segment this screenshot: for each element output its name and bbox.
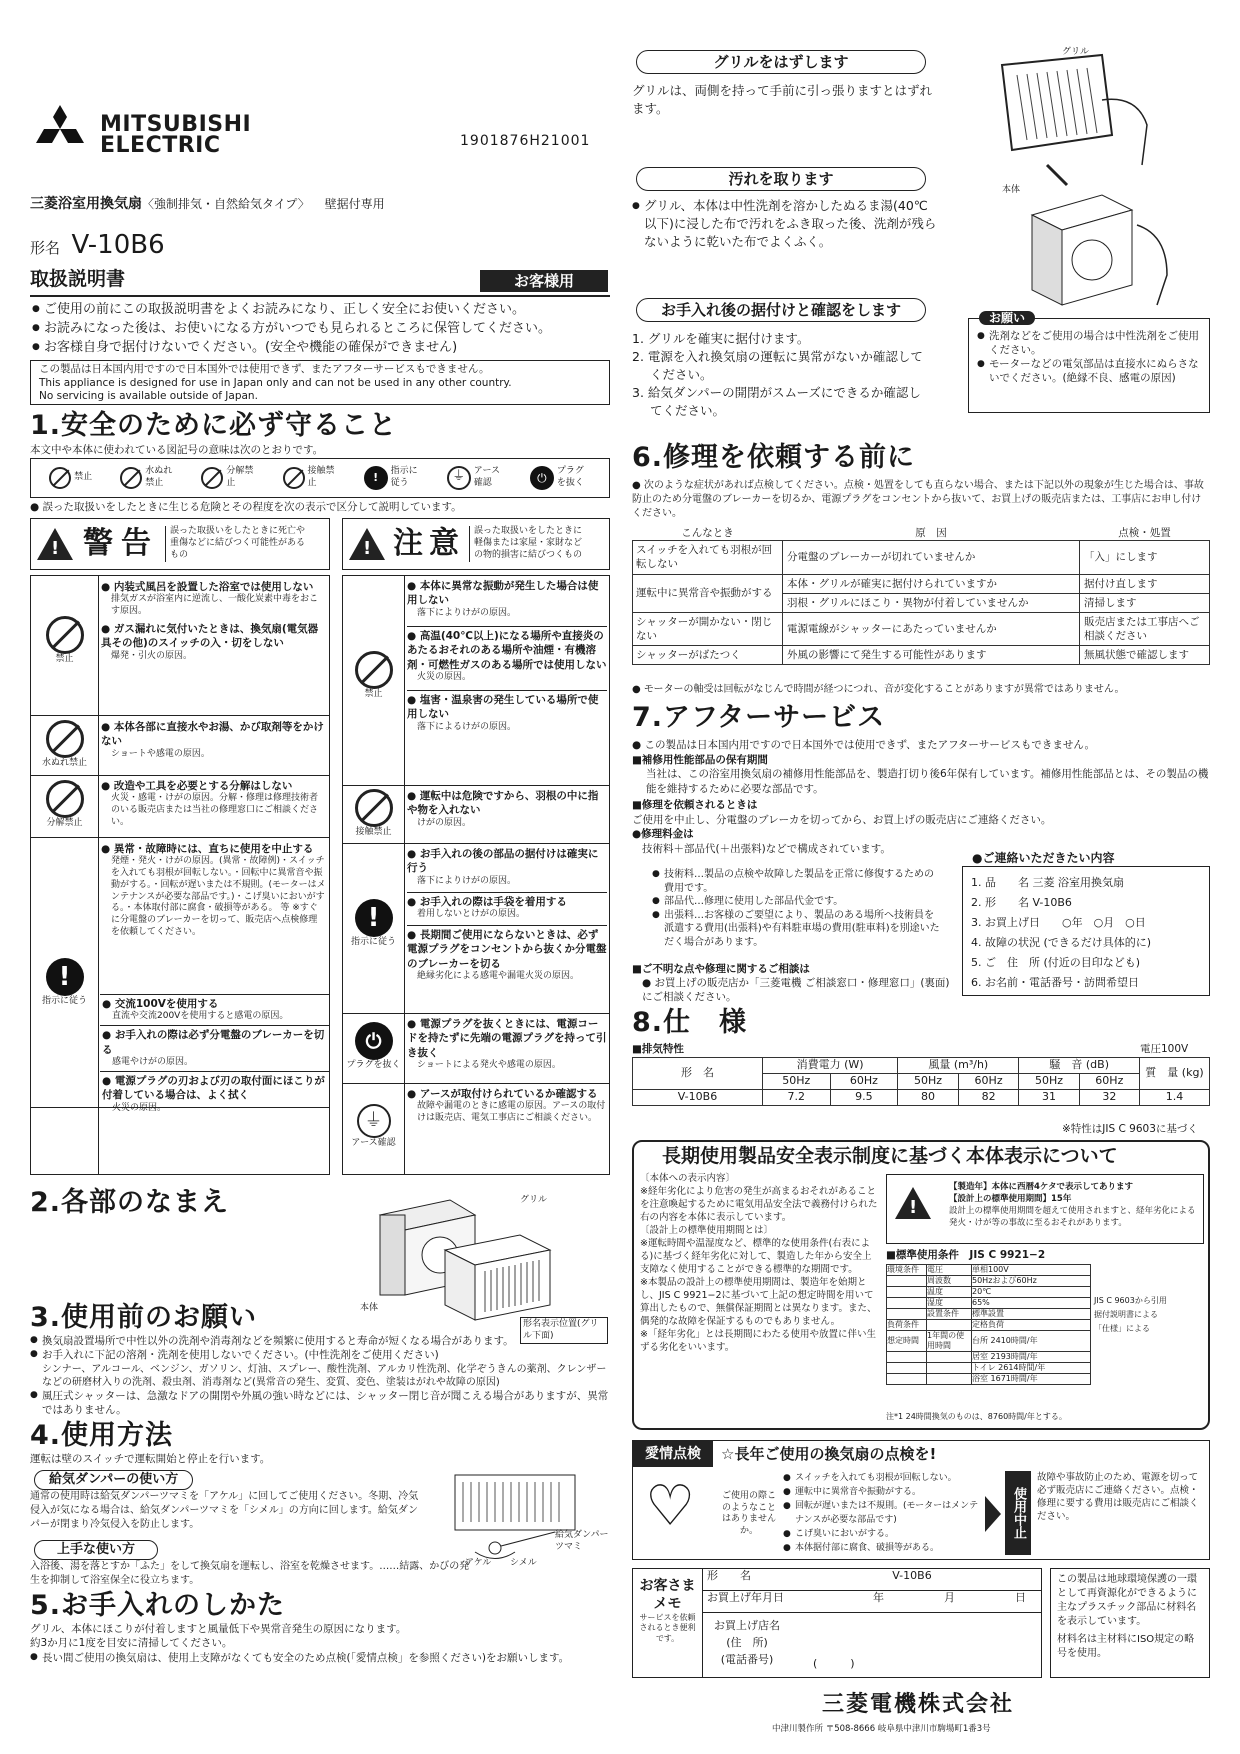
inspection-advice: 故障や事故防止のため、電源を切って必ず販売店にご連絡ください。点検・修理に要する費用は販売店にご相談ください。: [1037, 1472, 1199, 1522]
no-touch-icon: [283, 467, 305, 489]
doc-code: 1901876H21001: [460, 133, 591, 149]
caution-row-prohibit: 禁止 ● 本体に異常な振動が発生した場合は使用しない 落下によりけがの原因。 ● 高温(40℃以上)になる場所や直接炎のあたるおそれのある場所や油煙・有機溶剤・可燃性ガスのある場所では使用しない 火災の原因。 ● 塩害・温泉害の発生している場所で使用しない 落下によるけがの原因。: [343, 576, 609, 786]
grill-hands-icon: [972, 45, 1210, 315]
exclamation-icon: !: [46, 958, 84, 996]
brand-name-line1: MITSUBISHI: [100, 112, 252, 137]
clean-text: ● グリル、本体は中性洗剤を溶かしたぬるま湯(40℃以下)に浸した布で汚れをふき取った後、洗剤が残らないように乾いた布でよくふく。: [632, 197, 937, 251]
warning-row-no-water: 水ぬれ禁止 ● 本体各部に直接水やお湯、かび取剤等をかけない ショートや感電の原因。: [31, 716, 329, 776]
stop-use-badge: 使用中止: [1005, 1471, 1031, 1555]
eco-note: この製品は地球環境保護の一環として再資源化ができるように主なプラスチック部品に材料名を表示しています。 材料名は主材料にISO規定の略号を使用。: [1050, 1568, 1210, 1678]
brand-logo: [30, 105, 90, 157]
section-7-title: 7.アフターサービス: [632, 702, 886, 733]
contact-item: 3. お買上げ日 ○年 ○月 ○日: [971, 916, 1146, 929]
damper-diagram: [435, 1470, 610, 1570]
exclamation-icon: !: [355, 899, 393, 937]
col-header: 形 名: [633, 1058, 763, 1090]
arrow-right-icon: [985, 1496, 1001, 1532]
table-row: 羽根・グリルにほこり・異物が付着していませんか 清掃します: [633, 593, 1210, 612]
warning-row-prohibit: 禁止 ● 内装式風呂を設置した浴室では使用しない 排気ガスが浴室内に逆流し、一酸化炭素中毒をおこす原因。 ● ガス漏れに気付いたときは、換気扇(電気器具その他)のスイッチの入・切をしない 爆発・引火の原因。: [31, 576, 329, 716]
warning-row-follow-2: ● 交流100Vを使用する 直流や交流200Vを使用すると感電の原因。 ● お手入れの際は必ず分電盤のブレーカーを切る 感電やけがの原因。 ● 電源プラグの刃および刃の取付面にほこりが付着している場合は、よく拭く 火災の原因。: [100, 994, 329, 1174]
grill-removal-illustration: [972, 45, 1210, 315]
pre-use-list: [30, 1334, 610, 1363]
caution-row-no-touch: 接触禁止 ● 運転中は危険ですから、羽根の中に指や物を入れない けがの原因。: [343, 786, 609, 844]
table-row: 運転中に異常音や振動がする 本体・グリルが確実に据付けられていますか 据付け直します: [633, 574, 1210, 593]
fee-item: ● 技術料…製品の点検や故障した製品を正常に修復するための費用です。: [652, 868, 942, 895]
inspection-item: ● スイッチを入れても羽根が回転しない。: [783, 1471, 983, 1485]
overseas-en2: No servicing is available outside of Japan.: [39, 390, 258, 402]
section-8-title: 8.仕 様: [632, 1007, 748, 1038]
step-item: 2. 電源を入れ換気扇の運転に異常がないか確認してください。: [632, 349, 923, 382]
body-label: 本体: [1002, 185, 1021, 195]
symbol-prohibit: 禁止: [49, 467, 92, 489]
product-type: 〈強制排気・自然給気タイプ〉: [142, 197, 310, 211]
inspection-list: [783, 1471, 983, 1555]
warning-triangle-icon: !: [37, 528, 73, 560]
memo-sub: サービスを依頼されるとき便利です。: [639, 1613, 696, 1643]
warning-row-no-disassembly: 分解禁止 ● 改造や工具を必要とする分解はしない 火災・感電・けがの原因。分解・修理は修理技術者のいる販売店または当社の修理窓口にご相談ください。: [31, 776, 329, 838]
memo-model-value: V-10B6: [892, 1569, 932, 1582]
three-diamonds-icon: [30, 105, 90, 157]
table-row: シャッターがばたつく 外風の影響にて発生する可能性があります 無風状態で確認します: [633, 646, 1210, 665]
request-item: ● 洗剤などをご使用の場合は中性洗剤をご使用ください。: [977, 329, 1203, 357]
contact-box: [962, 866, 1210, 996]
parts-heading: ■補修用性能部品の保有期間: [632, 753, 768, 766]
col-header: 質 量 (kg): [1140, 1058, 1210, 1090]
warning-header: [30, 518, 330, 570]
repair-text: ご使用を中止し、分電盤のブレーカを切ってから、お買上げの販売店にご連絡ください。: [632, 813, 1052, 826]
std-table: 環境条件 電圧 単相100V 周波数 50Hzおよび60Hz 温度 20℃ 湿度 65% 設置条件 標準設置 負荷条件 定格負荷 想定時間 1年間の使用時間 台所 2410時間/年 居室 2193時間/年 トイレ 2614時間/年 浴室 1671時間/年: [886, 1264, 1091, 1385]
care-text1: グリル、本体にほこりが付着しますと風量低下や異常音発生の原因になります。: [30, 1623, 407, 1635]
product-name: 三菱浴室用換気扇: [30, 196, 142, 212]
section-1-title: 1.安全のために必ず守ること: [30, 410, 398, 441]
body-label: 本体: [360, 1303, 379, 1313]
memo-phone-label: (電話番号): [720, 1653, 774, 1666]
inspection-item: ● こげ臭いにおいがする。: [783, 1527, 983, 1541]
step-item: 3. 給気ダンパーの開閉がスムーズにできるか確認してください。: [632, 385, 921, 418]
long-term-box: [632, 1140, 1210, 1430]
damper-text: 通常の使用時は給気ダンパーツマミを「アケル」に回してご使用ください。冬期、冷気侵入が気になる場合は、給気ダンパーツマミを「シメル」の方向に回します。給気ダンパーが閉まり冷気侵入を防止します。: [30, 1491, 419, 1530]
contact-item: 4. 故障の状況 (できるだけ具体的に): [971, 936, 1152, 949]
parts-text: 当社は、この浴室用換気扇の補修用性能部品を、製造打切り後6年保有しています。補修用性能部品とは、その製品の機能を維持するために必要な部品です。: [646, 768, 1209, 795]
section-2-title: 2.各部のなまえ: [30, 1187, 230, 1218]
section-6-title: 6.修理を依頼する前に: [632, 442, 916, 473]
earth-icon: ⏚: [447, 466, 471, 490]
spec-sub: ■排気特性: [632, 1043, 684, 1055]
customer-memo: お客さまメモ サービスを依頼されるとき便利です。 形 名 V-10B6 お買上げ年月日 年 月 日 お買上げ店名 (住 所) (電話番号) ( ): [632, 1568, 1042, 1678]
damper-illustration: [435, 1470, 610, 1570]
caution-row-follow: ! 指示に従う ● お手入れの後の部品の据付けは確実に行う 落下によりけがの原因。 ● お手入れの際は手袋を着用する 着用しないとけがの原因。 ● 長期間ご使用にならないときは、必ず電源プラグをコンセントから抜くか分電盤のブレーカーを切る 絶縁劣化による感電や漏電火災の原因。: [343, 844, 609, 1014]
open-label: アケル: [465, 1558, 492, 1568]
section-5-title: 5.お手入れのしかた: [30, 1590, 286, 1621]
request-badge: お願い: [979, 311, 1035, 325]
pre-use-item: ● 換気扇設置場所で中性以外の洗剤や消毒剤などを頻繁に使用すると寿命が短くなる場合があります。: [30, 1334, 610, 1348]
col-header: こんなとき: [681, 527, 734, 539]
label-sample: [886, 1174, 1204, 1244]
symbol-lead: 本文中や本体に使われている図記号の意味は次のとおりです。: [30, 444, 324, 456]
caution-row-unplug: ⏻ プラグを抜く ● 電源プラグを抜くときには、電源コードを持たずに先端の電源プラグを持って引き抜く ショートによる発火や感電の原因。: [343, 1014, 609, 1084]
plug-icon: ⏻: [530, 466, 554, 490]
repair-heading: ■修理を依頼されるときは: [632, 799, 758, 811]
std-source: 据付説明書による: [1094, 1310, 1158, 1319]
warning-row-follow: ! 指示に従う ● 異常・故障時には、直ちに使用を中止する 発煙・発火・けがの原因。(異常・故障例)・スイッチを入れても羽根が回転しない。・回転中に異常音や振動がする。・回転が遅いまたは不規則。(モーターはメンテナンスが必要な部品です。)・こげ臭いにおいがする。・本体取付部に腐食・破損等がある。 等 ※すぐに分電盤のブレーカーを切って、販売店へ点検修理を依頼してください。: [31, 838, 329, 1108]
solvent-list: シンナー、アルコール、ベンジン、ガソリン、灯油、スプレー、酸性洗剤、アルカリ性洗剤、化学ぞうきんの薬剤、クレンザーなどの研磨材入りの洗剤、殺虫剤、消毒剤など(異常音の発生、変質、変色、塗装はがれや故障の原因): [42, 1363, 607, 1388]
memo-date-label: お買上げ年月日: [707, 1591, 784, 1604]
usage-tips-heading: 上手な使い方: [34, 1540, 158, 1560]
memo-shop-label: お買上げ店名: [714, 1619, 780, 1632]
std-source: JIS C 9603から引用: [1094, 1296, 1167, 1305]
brand-name-line2: ELECTRIC: [100, 133, 221, 158]
overseas-ja: この製品は日本国内用ですので日本国外では使用できず、またアフターサービスもできません。: [39, 363, 490, 375]
std-source: 「仕様」による: [1094, 1324, 1150, 1333]
memo-address-label: (住 所): [726, 1636, 768, 1649]
request-box: [968, 311, 1210, 413]
request-item: ● モーターなどの電気部品は直接水にぬらさないでください。(絶縁不良、感電の原因): [977, 357, 1203, 385]
prohibit-icon: [49, 467, 71, 489]
inspection-title: ☆長年ご使用の換気扇の点検を!: [721, 1445, 937, 1463]
overseas-notice: [30, 360, 610, 405]
label-line3: 設計上の標準使用期間を超えて使用されますと、経年劣化による発火・けが等の事故に至るおそれがあります。: [949, 1206, 1196, 1228]
spec-voltage: 電圧100V: [1140, 1043, 1189, 1055]
inspection-item: ● 運転中に異常音や振動がする。: [783, 1485, 983, 1499]
label-line1: 【製造年】本体に西暦4ケタで表示してあります: [949, 1182, 1133, 1192]
long-a1: 〔本体への表示内容〕: [640, 1173, 736, 1184]
long-a5: ※本製品の設計上の標準使用期間は、製造年を始期とし、JIS C 9921−2に基づいて上記の想定時間を用いて算出したもので、無償保証期間とは異なります。また、偶発的な故障を保証するものでもありません。: [640, 1277, 877, 1327]
model-prefix: 形名: [30, 239, 61, 257]
grill-label: グリル: [1062, 47, 1090, 57]
pre-use-item: ● お手入れに下記の溶剤・洗剤を使用しないでください。(中性洗剤をご使用ください): [30, 1348, 610, 1362]
long-a4: ※運転時間や温湿度など、標準的な使用条件(右表による)に基づく経年劣化に対して、製造した年から安全上支障なく使用することができる標準的な期間です。: [640, 1238, 872, 1275]
grill-label: グリル: [520, 1195, 548, 1205]
caution-label: 注意: [393, 525, 465, 561]
parts-diagram: [350, 1195, 610, 1340]
symbol-legend: [30, 458, 610, 498]
reinstall-heading: お手入れ後の据付けと確認をします: [636, 298, 926, 322]
symbol-earth: ⏚ アース確認: [447, 466, 502, 490]
prohibit-icon: [355, 651, 393, 689]
memo-tel-field: ( ): [813, 1657, 855, 1670]
col-header: 点検・処置: [1118, 527, 1171, 539]
fee-list: [652, 868, 942, 949]
caution-desc: 誤った取扱いをしたときに軽傷または家屋・家財などの物的損害に結びつくもの: [469, 526, 589, 561]
care-bullet: ● 長い間ご使用の換気扇は、使用上支障がなくても安全のため点検(「愛情点検」を参照ください)をお願いします。: [30, 1651, 610, 1665]
caution-row-earth: ⏚ アース確認 ● アースが取付けられているか確認する 故障や漏電のときに感電の原因。アースの取付けは販売店、電気工事店にご相談ください。: [343, 1084, 609, 1174]
label-line2: 【設計上の標準使用期間】15年: [949, 1194, 1072, 1204]
after-service-b1: ● この製品は日本国内用ですので日本国外では使用できず、またアフターサービスもできません。: [632, 739, 1096, 751]
earth-icon: ⏚: [357, 1104, 391, 1138]
damper-heading: 給気ダンパーの使い方: [34, 1470, 193, 1490]
inquiry-text: ● お買上げの販売店か「三菱電機 ご相談窓口・修理窓口」(裏面)にご相談ください。: [642, 977, 950, 1003]
contact-item: 6. お名前・電話番号・訪問希望日: [971, 976, 1139, 989]
fee-heading: ●修理料金は: [632, 828, 694, 840]
std-heading: ■標準使用条件 JIS C 9921−2: [886, 1249, 1046, 1261]
no-disassembly-icon: [201, 467, 223, 489]
danger-note: ● 誤った取扱いをしたときに生じる危険とその程度を次の表示で区分して説明しています。: [30, 501, 462, 513]
col-header: 風量 (m³/h): [898, 1058, 1019, 1074]
grill-remove-text: グリルは、両側を持って手前に引っ張りますとはずれます。: [632, 83, 933, 116]
col-header: 騒 音 (dB): [1019, 1058, 1140, 1074]
company-name: 三菱電機株式会社: [822, 1692, 1015, 1717]
table-row: V-10B6 7.2 9.5 80 82 31 32 1.4: [633, 1089, 1210, 1105]
inquiry-heading: ■ご不明な点や修理に関するご相談は: [632, 963, 810, 975]
inspection-item: ● 本体据付部に腐食、破損等がある。: [783, 1541, 983, 1555]
inspection-question: ご使用の際このようなことはありませんか。: [721, 1491, 776, 1537]
company-address: 中津川製作所 〒508-8666 岐阜県中津川市駒場町1番3号: [772, 1724, 991, 1734]
intro-list: [32, 300, 607, 357]
fee-item: ● 部品代…修理に使用した部品代金です。: [652, 895, 942, 909]
symbol-unplug: ⏻ プラグを抜く: [530, 466, 591, 490]
model-plate-label: 形名表示位置(グリル下面): [520, 1317, 608, 1344]
exclamation-icon: !: [364, 466, 388, 490]
grill-remove-heading: グリルをはずします: [636, 50, 926, 74]
contact-item: 5. ご 住 所 (付近の目印なども): [971, 956, 1141, 969]
no-touch-icon: [355, 789, 393, 827]
table-row: スイッチを入れても羽根が回転しない 分電盤のブレーカーが切れていませんか 「入」にします: [633, 541, 1210, 574]
long-a3: 〔設計上の標準使用期間とは〕: [640, 1225, 774, 1236]
fee-text: 技術料＋部品代(＋出張料)などで構成されています。: [642, 842, 891, 855]
long-a2: ※経年劣化により危害の発生が高まるおそれがあることを注意喚起するために電気用品安全法で義務付けられた右の内容を本体に表示しています。: [640, 1186, 878, 1223]
long-term-title: 長期使用製品安全表示制度に基づく本体表示について: [662, 1145, 1118, 1167]
long-a6: ※「経年劣化」とは長期間にわたる使用や放置に伴い生ずる劣化をいいます。: [640, 1329, 876, 1353]
mount-type: 壁据付専用: [324, 197, 385, 211]
model-name: V-10B6: [71, 230, 165, 260]
pre-use-item: ● 風圧式シャッターは、急激なドアの開閉や外風の強い時などには、シャッター閉じ音が聞こえる場合がありますが、異常ではありません。: [30, 1389, 610, 1418]
symbol-no-water: 水ぬれ禁止: [120, 466, 173, 489]
symbol-no-disassembly: 分解禁止: [201, 466, 254, 489]
warning-triangle-icon: !: [895, 1187, 931, 1219]
repair-lead: ● 次のような症状があれば点検してください。点検・処置をしても直らない場合、または下記以外の現象が生じた場合は、事故防止のため分電盤のブレーカーを切るか、電源プラグをコンセントから抜いて、お買上げの販売店または、工事店にお申し付けください。: [632, 480, 1204, 519]
table-row: シャッターが開かない・閉じない 電源電線がシャッターにあたっていませんか 販売店または工事店へご相談ください: [633, 612, 1210, 645]
usage-lead: 運転は壁のスイッチで運転開始と停止を行います。: [30, 1453, 271, 1465]
section-4-title: 4.使用方法: [30, 1420, 174, 1451]
step-item: 1. グリルを確実に据付けます。: [632, 331, 810, 346]
contact-title: ●ご連絡いただきたい内容: [972, 851, 1115, 865]
usage-tips-text: 入浴後、湯を落とすか「ふた」をして換気扇を運転し、浴室を乾燥させます。……結露、かびの発生を抑制して浴室保全に役立ちます。: [30, 1561, 470, 1586]
close-label: シメル: [510, 1558, 537, 1568]
std-footnote: 注*1 24時間換気のものは、8760時間/年とする。: [886, 1412, 1067, 1421]
symbol-follow: ! 指示に従う: [364, 466, 419, 490]
motor-note: ● モーターの軸受は回転がなじんで時間が経つにつれ、音が変化することがありますが異常ではありません。: [632, 684, 1125, 695]
customer-badge: お客様用: [480, 270, 608, 292]
caution-header: [342, 518, 610, 570]
spec-note: ※特性はJIS C 9603に基づく: [1062, 1123, 1198, 1135]
intro-item: ● ご使用の前にこの取扱説明書をよくお読みになり、正しく安全にお使いください。: [32, 300, 607, 319]
damper-knob-label: 給気ダンパーツマミ: [555, 1530, 609, 1552]
intro-item: ● お客様自身で据付けないでください。(安全や機能の確保ができません): [32, 338, 607, 357]
symbol-no-touch: 接触禁止: [283, 466, 336, 489]
caution-triangle-icon: !: [349, 528, 385, 560]
inspection-item: ● 回転が遅いまたは不規則。(モーターはメンテナンスが必要な部品です): [783, 1499, 983, 1527]
contact-item: 1. 品 名 三菱 浴室用換気扇: [971, 876, 1124, 889]
contact-item: 2. 形 名 V-10B6: [971, 896, 1072, 909]
intro-item: ● お読みになった後は、お使いになる方がいつでも見られるところに保管してください。: [32, 319, 607, 338]
memo-model-label: 形 名: [707, 1569, 751, 1582]
no-water-icon: [120, 467, 142, 489]
manual-title: 取扱説明書: [30, 268, 126, 290]
no-water-icon: [46, 720, 84, 758]
caution-table: [342, 575, 610, 1175]
warning-table: [30, 575, 330, 1175]
no-disassembly-icon: [46, 780, 84, 818]
inspection-box: [632, 1440, 1210, 1560]
warning-label: 警告: [83, 525, 159, 561]
warning-desc: 誤った取扱いをしたときに死亡や重傷などに結びつく可能性があるもの: [165, 526, 305, 561]
spec-table: 形 名 消費電力 (W) 風量 (m³/h) 騒 音 (dB) 質 量 (kg) 50Hz 60Hz 50Hz 60Hz 50Hz 60Hz V-10B6 7.2 9.5 80 82 31 32 1.4: [632, 1057, 1210, 1106]
inspection-badge: 愛情点検: [633, 1441, 713, 1467]
overseas-en: This appliance is designed for use in Japan only and can not be used in any other country.: [39, 376, 512, 389]
prohibit-icon: [46, 616, 84, 654]
memo-label: お客さまメモ: [639, 1578, 696, 1612]
clean-heading: 汚れを取ります: [636, 167, 926, 191]
plug-icon: ⏻: [355, 1022, 393, 1060]
reinstall-steps: [632, 330, 932, 420]
heart-icon: ♡: [645, 1474, 696, 1539]
troubleshoot-table: [632, 526, 1210, 665]
col-header: 原 因: [915, 527, 947, 539]
care-text2: 約3か月に1度を目安に清掃してください。: [30, 1637, 233, 1650]
col-header: 消費電力 (W): [763, 1058, 898, 1074]
fee-item: ● 出張料…お客様のご要望により、製品のある場所へ技術員を派遣する費用(出張料)や有料駐車場の費用(駐車料)を別途いただく場合があります。: [652, 909, 942, 950]
row-label: 禁止: [55, 654, 74, 664]
section-3-title: 3.使用前のお願い: [30, 1302, 258, 1333]
